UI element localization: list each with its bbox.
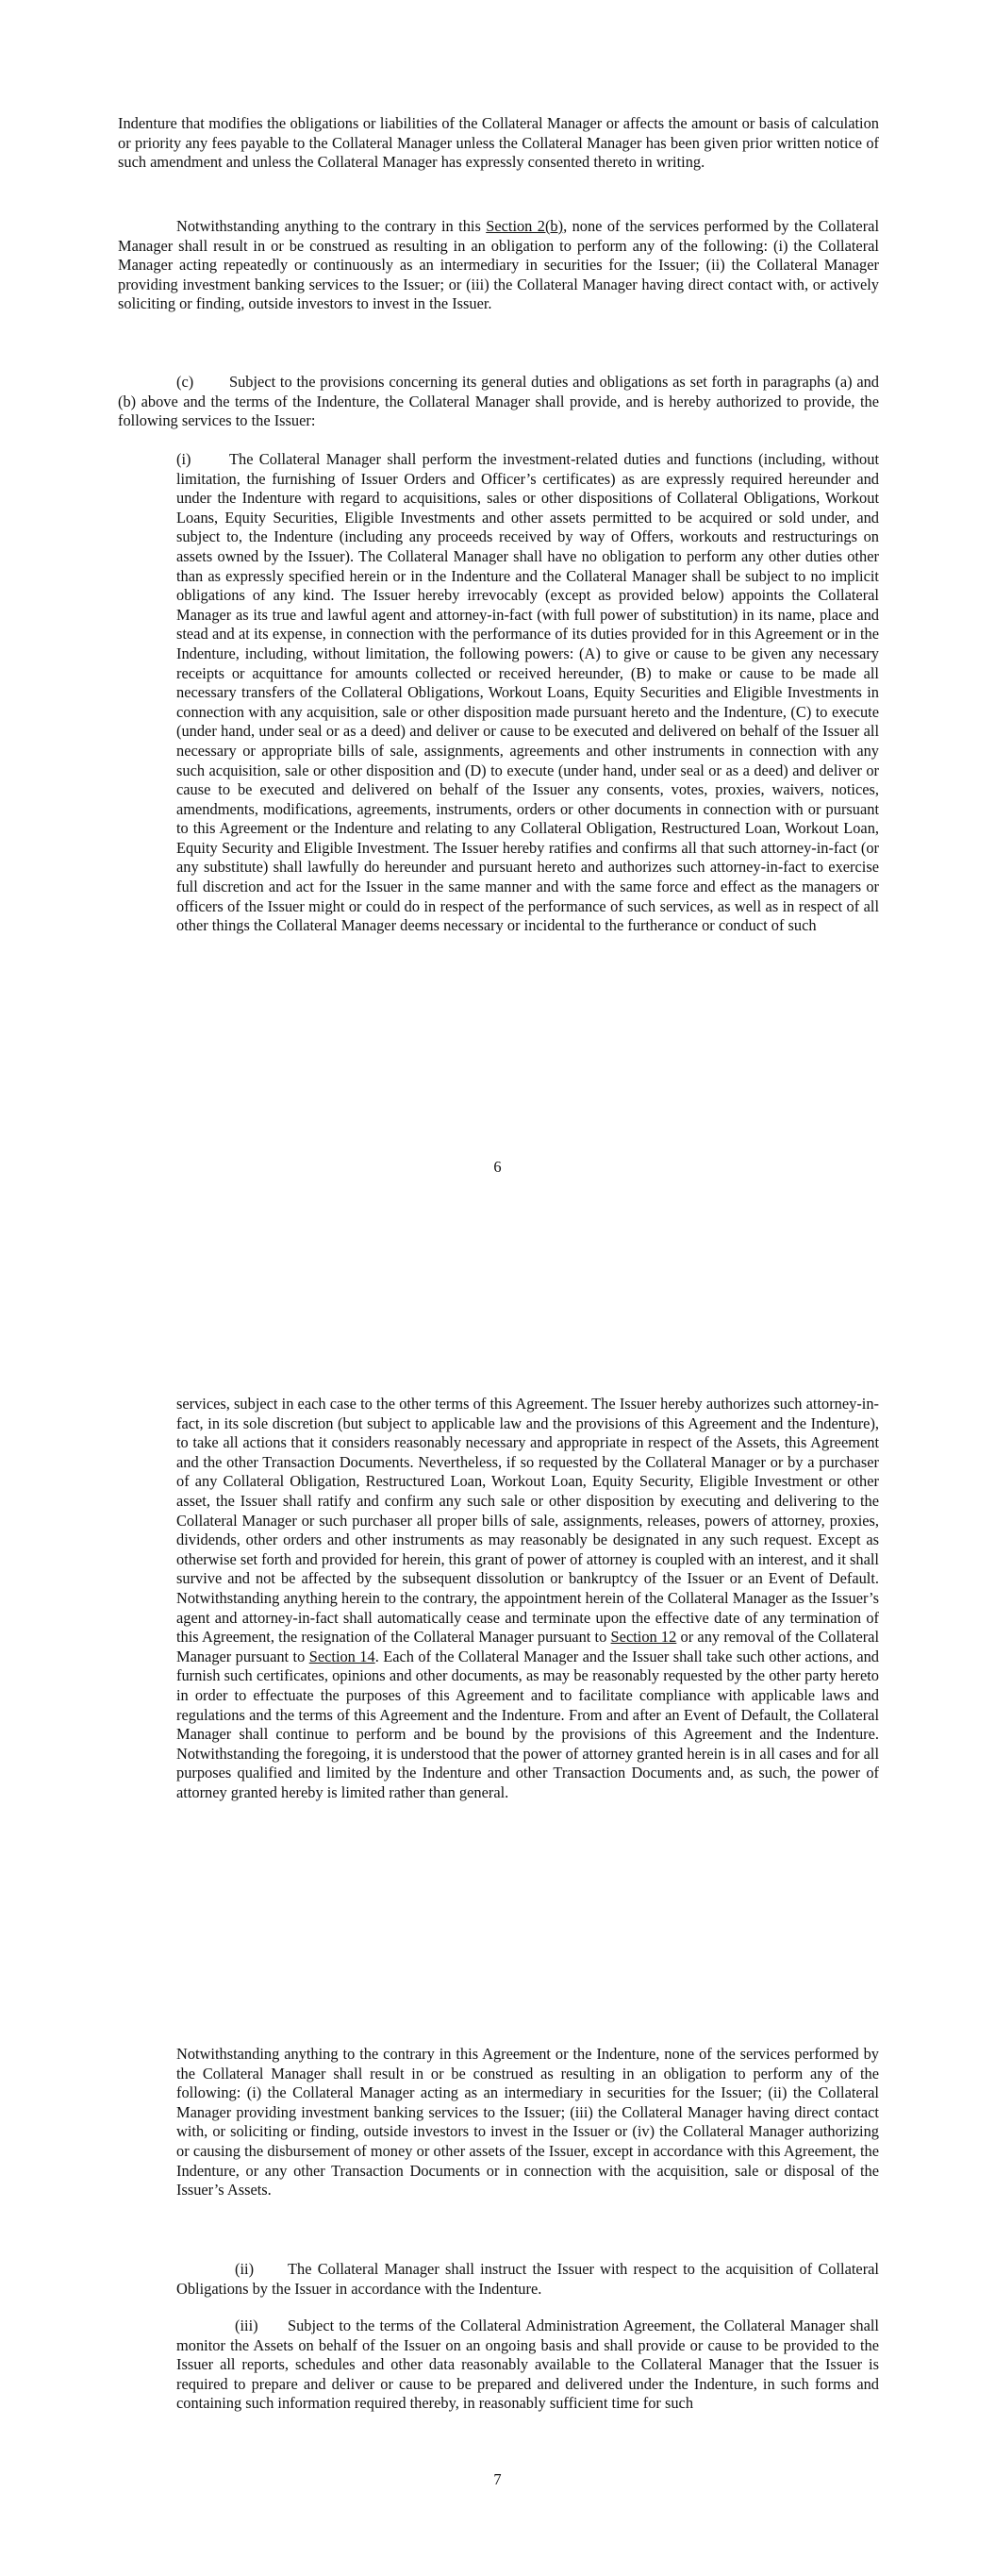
section-14-reference: Section 14 xyxy=(308,1647,375,1665)
paragraph-ii xyxy=(176,2260,879,2299)
paragraph-iii xyxy=(176,2317,879,2414)
section-12-reference: Section 12 xyxy=(610,1628,677,1647)
paragraph-iii-marker: (iii) xyxy=(235,2317,258,2334)
page-number: 7 xyxy=(493,2470,502,2488)
paragraph-iii-text: Subject to the terms of the Collateral Administration Agreement, the Collateral Manager shall monitor the Assets on behalf of the Issuer on an ongoing basis and shall provide or cause to be provided to the Issuer all reports, schedules and other data reasonably available to the Collateral Manager that the Issuer is required to prepare and deliver or cause to be prepared and delivered under the Indenture, in such forms and containing such information required thereby, in reasonably sufficient time for such xyxy=(176,2317,879,2413)
continuation-paragraph xyxy=(176,1395,879,1802)
continuation-text-2: or any removal of the Collateral Manager pursuant to xyxy=(176,1628,879,1665)
paragraph-c-marker: (c) xyxy=(176,373,194,391)
document-page-7 xyxy=(0,1293,995,2576)
continuation-paragraph: Indenture that modifies the obligations or liabilities of the Collateral Manager or affects the amount or basis of calculation or priority any fees payable to the Collateral Manager unless the Collateral Manager has been given prior written notice of such amendment and unless the Collateral Manager has expressly consented thereto in writing. xyxy=(118,114,879,172)
notwithstanding-paragraph: Notwithstanding anything to the contrary in this Agreement or the Indenture, none of the services performed by the Collateral Manager shall result in or be construed as resulting in an obligation to perform any of the following: (i) the Collateral Manager acting as an intermediary in securities for the Issuer; (ii) the Collateral Manager providing investment banking services to the Issuer; (iii) the Collateral Manager having direct contact with, or soliciting or finding, outside investors to invest in the Issuer or (iv) the Collateral Manager authorizing or causing the disbursement of money or other assets of the Issuer, except in accordance with this Agreement, the Indenture, or any other Transaction Documents or in connection with the acquisition, sale or disposal of the Issuer’s Assets. xyxy=(176,2045,879,2200)
paragraph-c-i-text: The Collateral Manager shall perform the investment-related duties and functions (including, without limitation, the furnishing of Issuer Orders and Officer’s certificates) as are expressly required hereunder and under the Indenture with regard to acquisitions, sales or other dispositions of Collateral Obligations, Workout Loans, Equity Securities, Eligible Investments and other assets permitted to be acquired or sold under, and subject to, the Indenture (including any proceeds received by way of Offers, workouts and restructurings on assets owned by the Issuer). The Collateral Manager shall have no obligation to perform any other duties other than as expressly specified herein or in the Indenture and the Collateral Manager shall be subject to no implicit obligations of any kind. The Issuer hereby irrevocably (except as provided below) appoints the Collateral Manager as its true and lawful agent and attorney-in-fact (with full power of substitution) in its name, place and stead and at its expense, in connection with the performance of its duties provided for in this Agreement or in the Indenture, including, without limitation, the following powers: (A) to give or cause to be given any necessary receipts or acquittance for amounts collected or received hereunder, (B) to make or cause to be made all necessary transfers of the Collateral Obligations, Workout Loans, Equity Securities and Eligible Investments in connection with any acquisition, sale or other disposition made pursuant hereto and the Indenture, (C) to execute (under hand, under seal or as a deed) and deliver or cause to be executed and delivered on behalf of the Issuer all necessary or appropriate bills of sale, assignments, agreements and other instruments in connection with any such acquisition, sale or other disposition and (D) to execute (under hand, under seal or as a deed) and deliver or cause to be executed and delivered on behalf of the Issuer any consents, votes, proxies, waivers, notices, amendments, modifications, agreements, instruments, orders or other documents in connection with or pursuant to this Agreement or the Indenture and relating to any Collateral Obligation, Restructured Loan, Workout Loan, Equity Security and Eligible Investment. The Issuer hereby ratifies and confirms all that such attorney-in-fact (or any substitute) shall lawfully do hereunder and pursuant hereto and authorizes such attorney-in-fact to exercise full discretion and act for the Issuer in the same manner and with the same force and effect as the managers or officers of the Issuer might or could do in respect of the performance of such services, as well as in respect of all other things the Collateral Manager deems necessary or incidental to the furtherance or conduct of such xyxy=(176,450,879,935)
section-2b-reference: Section 2(b) xyxy=(486,217,564,235)
paragraph-ii-marker: (ii) xyxy=(235,2260,255,2278)
paragraph-c-i xyxy=(176,450,879,936)
notwithstanding-text-after: , none of the services performed by the Collateral Manager shall result in or be construed as resulting in an obligation to perform any of the following: (i) the Collateral Manager acting repeatedly or continuously as an intermediary in securities for the Issuer; (ii) the Collateral Manager providing investment banking services to the Issuer; or (iii) the Collateral Manager having direct contact with, or actively soliciting or finding, outside investors to invest in the Issuer. xyxy=(118,217,879,313)
notwithstanding-text-before: Notwithstanding anything to the contrary in this xyxy=(176,217,487,235)
notwithstanding-paragraph xyxy=(118,217,879,314)
paragraph-c xyxy=(118,373,879,431)
paragraph-c-text: Subject to the provisions concerning its general duties and obligations as set forth in paragraphs (a) and (b) above and the terms of the Indenture, the Collateral Manager shall provide, and is hereby authorized to provide, the following services to the Issuer: xyxy=(118,373,879,430)
continuation-text-3: . Each of the Collateral Manager and the Issuer shall take such other actions, and furnish such certificates, opinions and other documents, as may be reasonably requested by the other party hereto in order to effectuate the purposes of this Agreement and to facilitate compliance with applicable laws and regulations and the terms of this Agreement and the Indenture. From and after an Event of Default, the Collateral Manager shall continue to perform and be bound by the provisions of this Agreement and the Indenture. Notwithstanding the foregoing, it is understood that the power of attorney granted herein is in all cases and for all purposes qualified and limited by the Indenture and other Transaction Documents and, as such, the power of attorney granted hereby is limited rather than general. xyxy=(176,1647,879,1801)
paragraph-c-i-marker: (i) xyxy=(176,450,191,468)
page-number: 6 xyxy=(493,1158,502,1176)
paragraph-ii-text: The Collateral Manager shall instruct the Issuer with respect to the acquisition of Collateral Obligations by the Issuer in accordance with the Indenture. xyxy=(176,2260,879,2298)
continuation-text-1: services, subject in each case to the other terms of this Agreement. The Issuer hereby authorizes such attorney-in-fact, in its sole discretion (but subject to applicable law and the provisions of this Agreement and the Indenture), to take all actions that it considers reasonably necessary and appropriate in respect of the Assets, this Agreement and the other Transaction Documents. Nevertheless, if so requested by the Collateral Manager or by a purchaser of any Collateral Obligation, Restructured Loan, Workout Loan, Equity Security, Eligible Investment or other asset, the Issuer shall ratify and confirm any such sale or other disposition by executing and delivering to the Collateral Manager or such purchaser all proper bills of sale, assignments, releases, powers of attorney, proxies, dividends, other orders and other instruments as may reasonably be designated in any such request. Except as otherwise set forth and provided for herein, this grant of power of attorney is coupled with an interest, and it shall survive and not be affected by the subsequent dissolution or bankruptcy of the Issuer or an Event of Default. Notwithstanding anything herein to the contrary, the appointment herein of the Collateral Manager as the Issuer’s agent and attorney-in-fact shall automatically cease and terminate upon the effective date of any termination of this Agreement, the resignation of the Collateral Manager pursuant to xyxy=(176,1395,879,1647)
